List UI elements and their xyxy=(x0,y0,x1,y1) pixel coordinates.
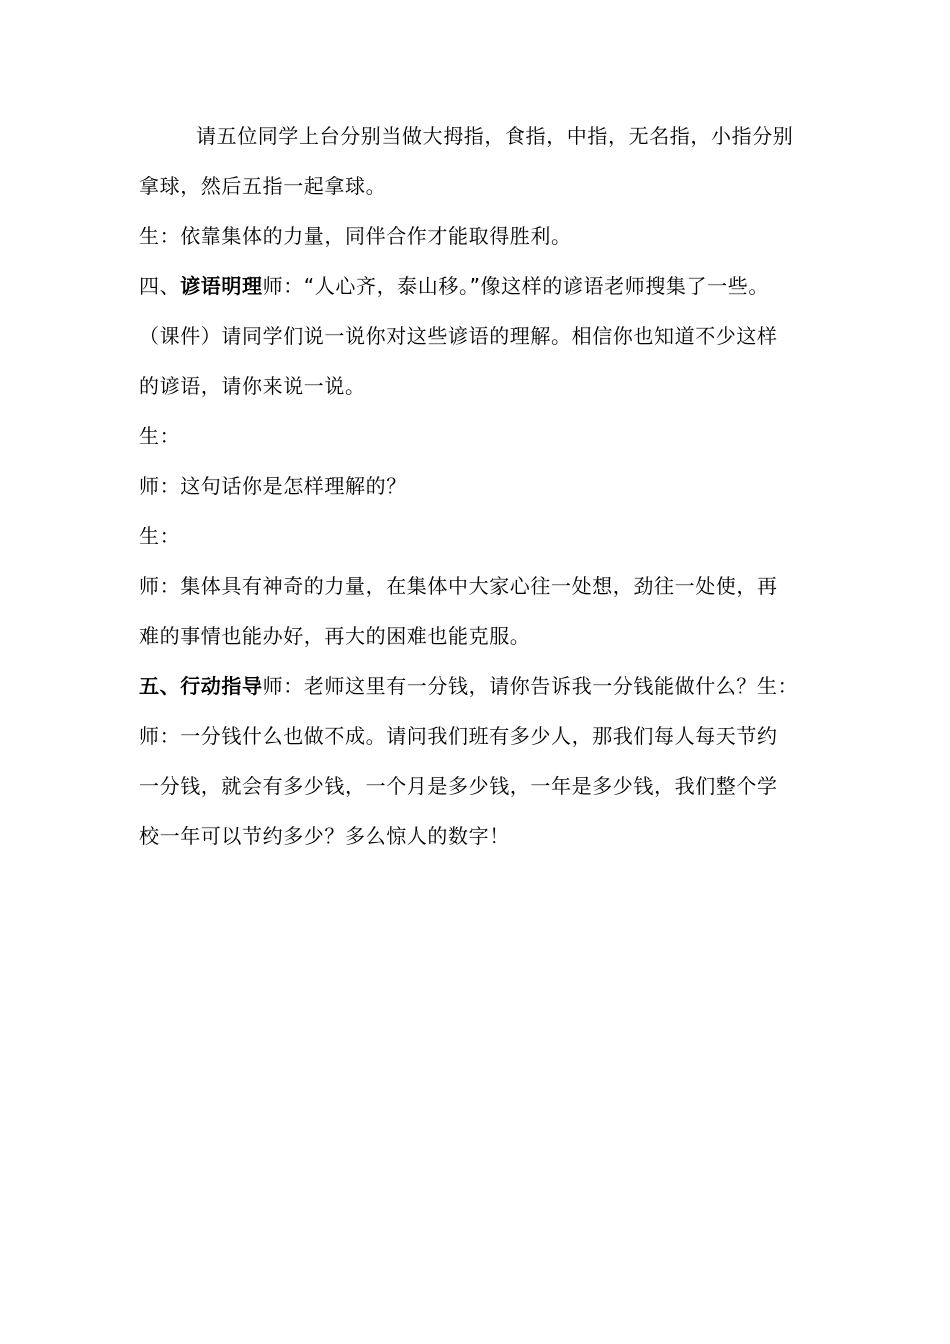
paragraph-line: 请五位同学上台分别当做大拇指，食指，中指，无名指，小指分别 xyxy=(196,124,794,148)
paragraph-line: 生： xyxy=(139,524,181,548)
paragraph-line: 拿球，然后五指一起拿球。 xyxy=(139,174,387,198)
section-text: 师：老师这里有一分钱，请你告诉我一分钱能做什么？生： xyxy=(262,674,799,698)
section-number: 四、 xyxy=(139,274,181,298)
paragraph-line: 难的事情也能办好，再大的困难也能克服。 xyxy=(139,624,531,648)
paragraph-line: 一分钱，就会有多少钱，一个月是多少钱，一年是多少钱，我们整个学 xyxy=(139,774,778,798)
paragraph-line: （课件）请同学们说一说你对这些谚语的理解。相信你也知道不少这样 xyxy=(139,324,778,348)
paragraph-line: 生： xyxy=(139,424,181,448)
paragraph-line: 师：集体具有神奇的力量，在集体中大家心往一处想，劲往一处使，再 xyxy=(139,574,778,598)
paragraph-line: 校一年可以节约多少？多么惊人的数字！ xyxy=(139,824,510,848)
paragraph-line: 师：一分钱什么也做不成。请问我们班有多少人，那我们每人每天节约 xyxy=(139,724,778,748)
section-heading-line xyxy=(139,672,798,700)
section-text: 师：“人心齐，泰山移。”像这样的谚语老师搜集了一些。 xyxy=(262,274,769,298)
paragraph-line: 生：依靠集体的力量，同伴合作才能取得胜利。 xyxy=(139,224,572,248)
section-title: 五、行动指导 xyxy=(139,674,263,698)
paragraph-line: 师：这句话你是怎样理解的？ xyxy=(139,474,407,498)
paragraph-line: 的谚语，请你来说一说。 xyxy=(139,374,366,398)
section-heading-line xyxy=(139,272,769,300)
section-title: 谚语明理 xyxy=(180,274,263,298)
